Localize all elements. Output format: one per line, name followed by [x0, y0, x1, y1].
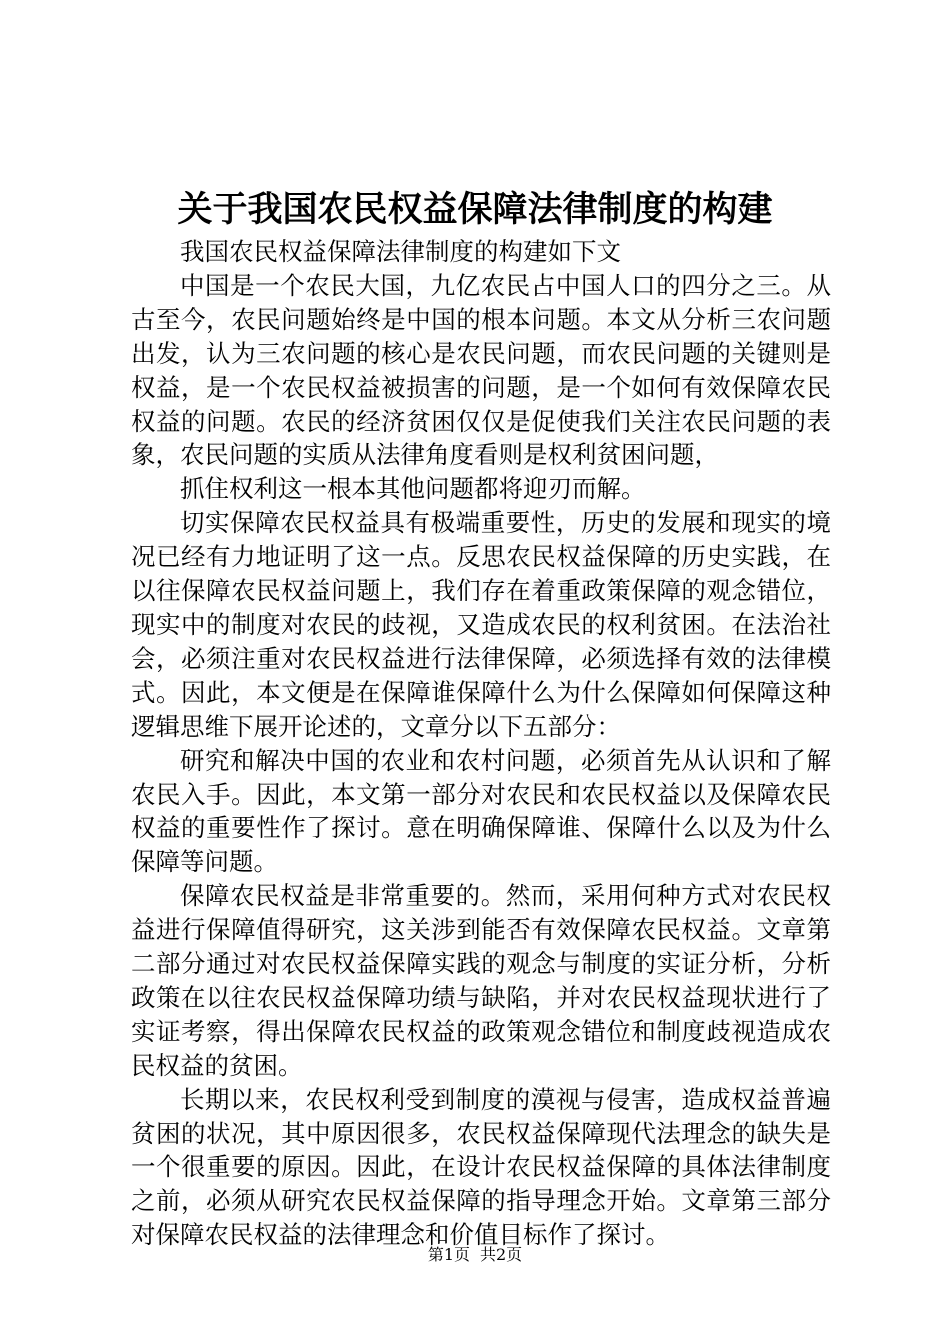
- page-number: 第1页: [427, 1245, 470, 1264]
- paragraph: 长期以来，农民权利受到制度的漠视与侵害，造成权益普遍贫困的状况，其中原因很多，农民权益保障现代法理念的缺失是一个很重要的原因。因此，在设计农民权益保障的具体法律制度之前，必须从研究农民权益保障的指导理念开始。文章第三部分对保障农民权益的法律理念和价值目标作了探讨。: [131, 1084, 831, 1250]
- paragraph: 我国农民权益保障法律制度的构建如下文: [180, 237, 621, 266]
- paragraph: 中国是一个农民大国，九亿农民占中国人口的四分之三。从古至今，农民问题始终是中国的根本问题。本文从分析三农问题出发，认为三农问题的核心是农民问题，而农民问题的关键则是权益，是一个农民权益被损害的问题，是一个如何有效保障农民权益的问题。农民的经济贫困仅仅是促使我们关注农民问题的表象，农民问题的实质从法律角度看则是权利贫困问题，: [131, 270, 831, 470]
- paragraph: 切实保障农民权益具有极端重要性，历史的发展和现实的境况已经有力地证明了这一点。反思农民权益保障的历史实践，在以往保障农民权益问题上，我们存在着重政策保障的观念错位，现实中的制度对农民的歧视，又造成农民的权利贫困。在法治社会，必须注重对农民权益进行法律保障，必须选择有效的法律模式。因此，本文便是在保障谁保障什么为什么保障如何保障这种逻辑思维下展开论述的，文章分以下五部分：: [131, 508, 831, 741]
- page-footer: [0, 1244, 950, 1266]
- paragraph: 保障农民权益是非常重要的。然而，采用何种方式对农民权益进行保障值得研究，这关涉到能否有效保障农民权益。文章第二部分通过对农民权益保障实践的观念与制度的实证分析，分析政策在以往农民权益保障功绩与缺陷，并对农民权益现状进行了实证考察，得出保障农民权益的政策观念错位和制度歧视造成农民权益的贫困。: [131, 881, 831, 1080]
- document-title: 关于我国农民权益保障法律制度的构建: [177, 190, 773, 230]
- page-total: 共2页: [480, 1245, 523, 1264]
- paragraph: 研究和解决中国的农业和农村问题，必须首先从认识和了解农民入手。因此，本文第一部分对农民和农民权益以及保障农民权益的重要性作了探讨。意在明确保障谁、保障什么以及为什么保障等问题。: [131, 745, 831, 877]
- document-body: [131, 235, 831, 1252]
- paragraph: 抓住权利这一根本其他问题都将迎刃而解。: [180, 474, 646, 504]
